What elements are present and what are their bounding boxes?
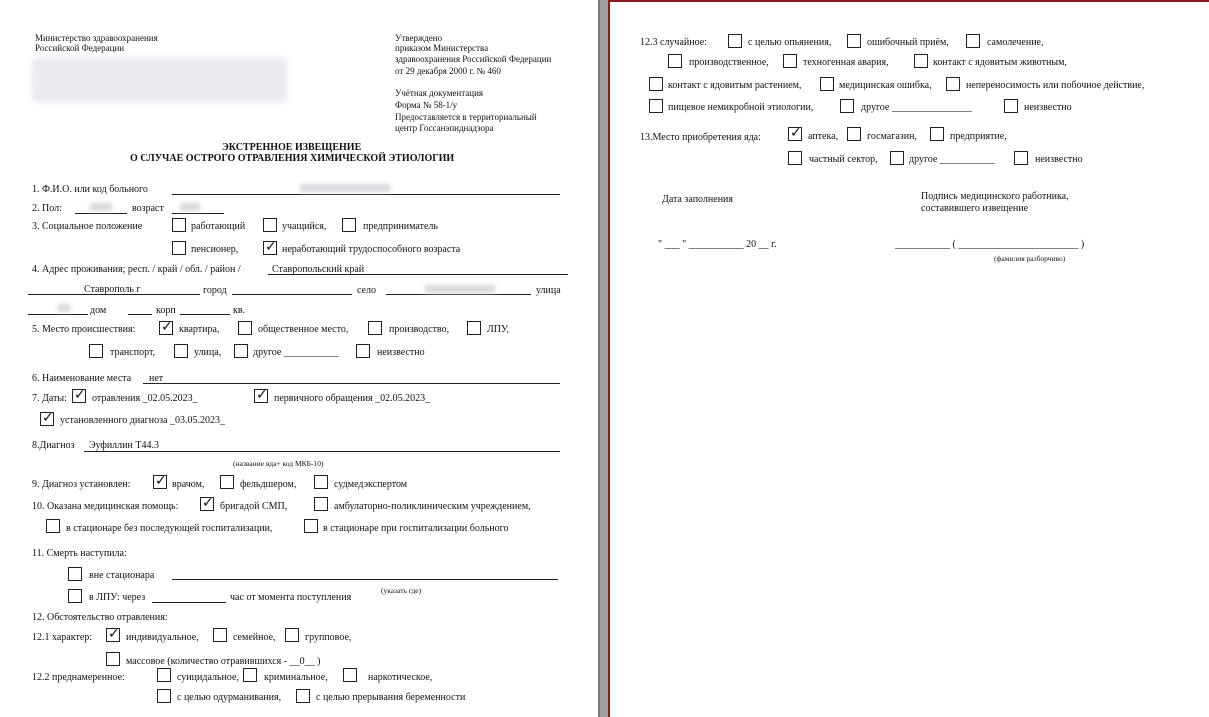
option-production: производство, (389, 324, 450, 335)
checkbox-self-treatment[interactable] (966, 34, 980, 48)
field-9-label: 9. Диагноз установлен: (32, 479, 131, 490)
checkbox-unknown-place[interactable] (356, 344, 370, 358)
option-ambulance: бригадой СМП, (220, 501, 288, 512)
checkbox-outpatient[interactable] (314, 497, 328, 511)
option-narcotic: наркотическое, (368, 672, 433, 683)
option-mistake: ошибочный приём, (867, 37, 949, 48)
checkbox-mistake[interactable] (847, 34, 861, 48)
checkbox-criminal[interactable] (243, 668, 257, 682)
redacted-age (180, 203, 200, 211)
field-8-line[interactable] (84, 451, 560, 452)
field-11-label: 11. Смерть наступила: (32, 548, 127, 559)
checkbox-paramedic[interactable] (220, 475, 234, 489)
field-4-gorod-label: город (203, 285, 227, 296)
option-unknown-accidental: неизвестно (1024, 102, 1072, 113)
field-4-dom-line[interactable] (128, 314, 152, 315)
option-family: семейное, (233, 632, 276, 643)
option-abortion: с целью прерывания беременности (316, 692, 466, 703)
field-3-label: 3. Социальное положение (32, 221, 143, 232)
signature-label-line-2: составившего извещение (921, 203, 1029, 214)
signature-line[interactable]: ___________ ( ________________________ ) (895, 239, 1085, 250)
option-forensic: судмедэкспертом (334, 479, 408, 490)
checkbox-unknown-source[interactable] (1014, 151, 1028, 165)
checkbox-mass[interactable] (106, 652, 120, 666)
title-line-2: О СЛУЧАЕ ОСТРОГО ОТРАВЛЕНИЯ ХИМИЧЕСКОЙ ЭТИОЛОГИИ (130, 153, 455, 164)
option-paramedic: фельдшером, (240, 479, 297, 490)
field-1-label: 1. Ф.И.О. или код больного (32, 184, 148, 195)
field-8-value: Эуфиллин Т44.3 (89, 440, 159, 451)
form-info-line-1: Учётная документация (395, 88, 484, 98)
checkbox-unemployed[interactable] (263, 241, 277, 255)
option-outpatient: амбулаторно-поликлиническим учреждением, (334, 501, 531, 512)
approved-line-4: от 29 декабря 2000 г. № 460 (395, 66, 501, 76)
option-self-treatment: самолечение, (987, 37, 1044, 48)
option-mass: массовое (количество отравившихся - __0__ ) (126, 656, 321, 667)
field-4-ulitsa-label: улица (536, 285, 561, 296)
field-2-sex-line[interactable] (75, 213, 127, 214)
checkbox-forensic[interactable] (314, 475, 328, 489)
option-technogenic: техногенная авария, (803, 57, 889, 68)
field-4-house-line[interactable] (28, 314, 88, 315)
checkbox-state-store[interactable] (847, 127, 861, 141)
field-4-region-value: Ставропольский край (272, 264, 365, 275)
option-lpu: ЛПУ, (487, 324, 509, 335)
option-food: пищевое немикробной этиологии, (668, 102, 814, 113)
field-6-value: нет (149, 373, 164, 384)
checkbox-private-sector[interactable] (788, 151, 802, 165)
document-page-1 (0, 0, 600, 717)
field-1-line[interactable] (172, 194, 560, 195)
option-public-place: общественное место, (258, 324, 349, 335)
field-11-where-line[interactable] (172, 579, 558, 580)
field-4-korp-line[interactable] (180, 314, 230, 315)
field-7-first-visit: первичного обращения _02.05.2023_ (274, 393, 431, 404)
checkbox-enterprise[interactable] (930, 127, 944, 141)
field-4-city-value: Ставрополь г (84, 284, 141, 295)
field-10-label: 10. Оказана медицинская помощь: (32, 501, 179, 512)
field-11-hours-line[interactable] (152, 602, 226, 603)
title-line-1: ЭКСТРЕННОЕ ИЗВЕЩЕНИЕ (222, 142, 362, 153)
option-other-place: другое ___________ (253, 347, 339, 358)
ministry-line-1: Министерство здравоохранения (35, 33, 158, 43)
checkbox-other-source[interactable] (890, 151, 904, 165)
field-12-label: 12. Обстоятельство отравления: (32, 612, 168, 623)
date-filled-line[interactable]: " ___ " ___________ 20 __ г. (658, 239, 777, 250)
checkbox-hospital-admit[interactable] (304, 519, 318, 533)
option-stupefaction: с целью одурманивания, (177, 692, 282, 703)
checkbox-diagnosis-date[interactable] (40, 412, 54, 426)
redacted-sex (90, 203, 112, 211)
option-other-source: другое ___________ (909, 154, 995, 165)
field-2-label: 2. Пол: (32, 203, 62, 214)
field-5-label: 5. Место происшествия: (32, 324, 136, 335)
option-suicidal: суицидальное, (177, 672, 239, 683)
option-industrial: производственное, (689, 57, 769, 68)
option-medical-error: медицинская ошибка, (839, 80, 932, 91)
option-hospital-admit: в стационаре при госпитализации больного (323, 523, 509, 534)
field-7-poison-date: отравления _02.05.2023_ (92, 393, 198, 404)
form-info-line-3: Предоставляется в территориальный (395, 112, 537, 122)
option-street: улица, (194, 347, 222, 358)
form-info-line-2: Форма № 58-1/у (395, 100, 458, 110)
checkbox-side-effect[interactable] (946, 77, 960, 91)
checkbox-ambulance[interactable] (200, 497, 214, 511)
field-7-label: 7. Даты: (32, 393, 67, 404)
date-filled-label: Дата заполнения (662, 194, 733, 205)
checkbox-animal[interactable] (914, 54, 928, 68)
field-8-label: 8.Диагноз (32, 440, 75, 451)
checkbox-suicidal[interactable] (157, 668, 171, 682)
checkbox-public-place[interactable] (238, 321, 252, 335)
checkbox-other-accidental[interactable] (840, 99, 854, 113)
option-hospital-no-admit: в стационаре без последующей госпитализации, (66, 523, 273, 534)
checkbox-production[interactable] (368, 321, 382, 335)
checkbox-unknown-accidental[interactable] (1004, 99, 1018, 113)
checkbox-other-place[interactable] (234, 344, 248, 358)
field-4-selo-line[interactable] (386, 294, 531, 295)
field-4-region-line[interactable] (268, 274, 568, 275)
field-2-age-line[interactable] (172, 213, 224, 214)
document-page-2 (608, 0, 1209, 717)
redacted-stamp (32, 58, 287, 102)
field-4-selo-label: село (357, 285, 376, 296)
field-11-hours-label: час от момента поступления (230, 592, 352, 603)
checkbox-stupefaction[interactable] (157, 689, 171, 703)
signature-label-line-1: Подпись медицинского работника, (921, 191, 1069, 202)
approved-line-1: Утверждено (395, 33, 443, 43)
field-4-korp-label: корп (156, 305, 176, 316)
approved-line-3: здравоохранения Российской Федерации (395, 54, 552, 64)
checkbox-plant[interactable] (649, 77, 663, 91)
field-6-label: 6. Наименование места (32, 373, 132, 384)
option-pharmacy: аптека, (808, 131, 839, 142)
checkbox-apartment[interactable] (159, 321, 173, 335)
field-12-2-label: 12.2 преднамеренное: (32, 672, 125, 683)
option-unemployed: неработающий трудоспособного возраста (282, 244, 461, 255)
field-13-label: 13.Место приобретения яда: (640, 132, 761, 143)
checkbox-poison-date[interactable] (72, 389, 86, 403)
field-6-line[interactable] (143, 383, 560, 384)
option-entrepreneur: предприниматель (363, 221, 438, 232)
option-state-store: госмагазин, (867, 131, 917, 142)
option-plant: контакт с ядовитым растением, (668, 80, 802, 91)
redacted-house (58, 304, 70, 312)
checkbox-industrial[interactable] (668, 54, 682, 68)
redacted-name (300, 184, 390, 192)
option-intoxication: с целью опьянения, (748, 37, 832, 48)
checkbox-food[interactable] (649, 99, 663, 113)
checkbox-street[interactable] (174, 344, 188, 358)
option-student: учащийся, (282, 221, 327, 232)
option-apartment: квартира, (179, 324, 220, 335)
option-side-effect: непереносимость или побочное действие, (966, 80, 1145, 91)
field-4-kv-label: кв. (233, 305, 246, 316)
option-individual: индивидуальное, (126, 632, 199, 643)
field-4-label: 4. Адрес проживания; респ. / край / обл. / район / (32, 264, 241, 275)
field-11-hint: (указать где) (381, 586, 422, 595)
checkbox-transport[interactable] (89, 344, 103, 358)
checkbox-technogenic[interactable] (783, 54, 797, 68)
checkbox-death-lpu[interactable] (68, 589, 82, 603)
checkbox-family[interactable] (213, 628, 227, 642)
field-4-gorod-line[interactable] (232, 294, 352, 295)
checkbox-narcotic[interactable] (343, 668, 357, 682)
option-working: работающий (191, 221, 246, 232)
option-enterprise: предприятие, (950, 131, 1007, 142)
checkbox-individual[interactable] (106, 628, 120, 642)
checkbox-death-outside[interactable] (68, 567, 82, 581)
checkbox-doctor[interactable] (153, 475, 167, 489)
field-4-dom-label: дом (90, 305, 107, 316)
field-12-3-label: 12.3 случайное: (640, 37, 707, 48)
option-doctor: врачом, (172, 479, 205, 490)
field-8-hint: (название яда+ код МКБ-10) (233, 459, 324, 468)
checkbox-working[interactable] (172, 218, 186, 232)
redacted-street (425, 285, 495, 293)
option-pensioner: пенсионер, (191, 244, 239, 255)
checkbox-lpu[interactable] (467, 321, 481, 335)
field-7-diagnosis-date: установленного диагноза _03.05.2023_ (60, 415, 226, 426)
checkbox-hospital-no-admit[interactable] (46, 519, 60, 533)
checkbox-student[interactable] (263, 218, 277, 232)
option-death-lpu: в ЛПУ: через (89, 592, 146, 603)
ministry-line-2: Российской Федерации (35, 43, 125, 53)
option-unknown-source: неизвестно (1035, 154, 1083, 165)
option-group: групповое, (305, 632, 352, 643)
checkbox-first-visit[interactable] (254, 389, 268, 403)
option-unknown-place: неизвестно (377, 347, 425, 358)
option-transport: транспорт, (110, 347, 156, 358)
signature-hint: (фамилия разборчиво) (994, 254, 1066, 263)
option-criminal: криминальное, (264, 672, 328, 683)
checkbox-entrepreneur[interactable] (342, 218, 356, 232)
option-private-sector: частный сектор, (809, 154, 878, 165)
option-other-accidental: другое ________________ (861, 102, 972, 113)
checkbox-medical-error[interactable] (820, 77, 834, 91)
checkbox-pharmacy[interactable] (788, 127, 802, 141)
checkbox-intoxication[interactable] (728, 34, 742, 48)
option-animal: контакт с ядовитым животным, (933, 57, 1067, 68)
form-info-line-4: центр Госсанэпиднадзора (395, 123, 494, 133)
option-death-outside: вне стационара (89, 570, 155, 581)
checkbox-abortion[interactable] (296, 689, 310, 703)
checkbox-group[interactable] (285, 628, 299, 642)
field-12-1-label: 12.1 характер: (32, 632, 93, 643)
checkbox-pensioner[interactable] (172, 241, 186, 255)
field-2-age-label: возраст (132, 203, 164, 214)
approved-line-2: приказом Министерства (395, 43, 489, 53)
